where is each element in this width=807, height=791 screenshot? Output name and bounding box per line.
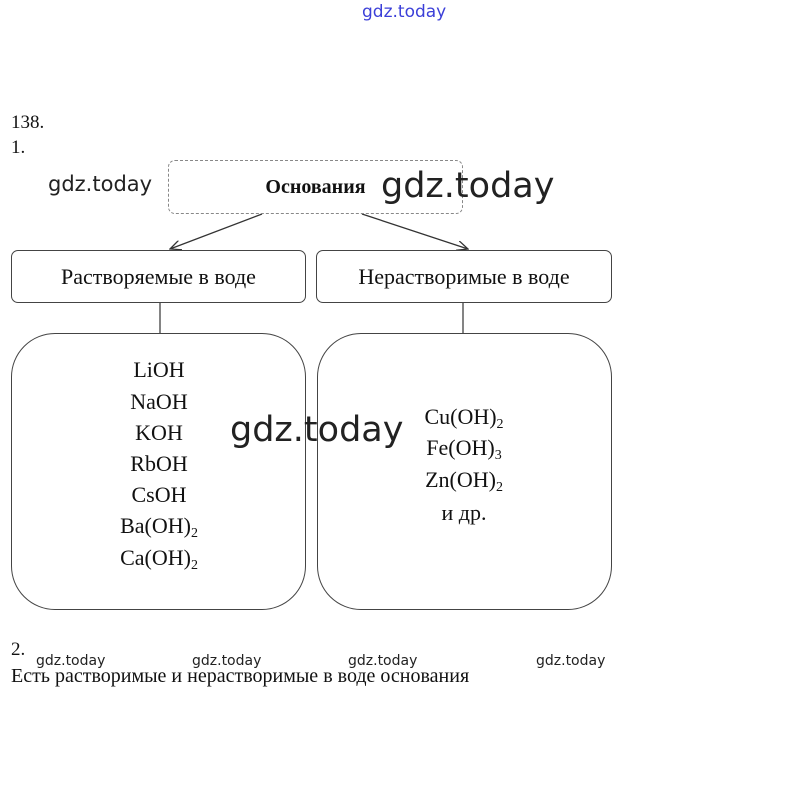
- formula-item: KOH: [135, 420, 183, 445]
- arrow-to-left: [170, 214, 262, 249]
- part1-number: 1.: [11, 137, 26, 158]
- formula-item: и др.: [441, 500, 487, 525]
- formula-item: $Cu(OH)_2$: [424, 404, 504, 432]
- watermark-bottom: gdz.today: [536, 653, 606, 669]
- watermark-root-overlay: gdz.today: [381, 166, 555, 206]
- arrow-to-right: [362, 214, 468, 249]
- task-number: 138.: [11, 112, 45, 133]
- formula-item: LiOH: [133, 357, 185, 382]
- watermark-left: gdz.today: [48, 172, 153, 196]
- watermark-top: gdz.today: [362, 2, 447, 22]
- category-insoluble-label: Нерастворимые в воде: [358, 263, 570, 289]
- formula-item: $Ca(OH)_2$: [120, 545, 198, 573]
- category-soluble: [11, 250, 306, 303]
- watermark-bottom: gdz.today: [36, 653, 106, 669]
- formula-item: CsOH: [131, 482, 187, 507]
- formula-item: NaOH: [130, 389, 188, 414]
- formula-item: RbOH: [130, 451, 188, 476]
- root-label: Основания: [265, 175, 366, 198]
- watermark-bottom: gdz.today: [192, 653, 262, 669]
- answer-text: Есть растворимые и нерастворимые в воде основания: [11, 665, 470, 687]
- watermark-bottom: gdz.today: [348, 653, 418, 669]
- formula-item: $Fe(OH)_3$: [426, 435, 502, 463]
- part2-number: 2.: [11, 639, 26, 660]
- watermark-center: gdz.today: [230, 410, 404, 450]
- formula-item: $Zn(OH)_2$: [425, 467, 503, 495]
- formula-item: $Ba(OH)_2$: [120, 513, 198, 541]
- category-soluble-label: Растворяемые в воде: [61, 263, 256, 289]
- category-insoluble: [316, 250, 612, 303]
